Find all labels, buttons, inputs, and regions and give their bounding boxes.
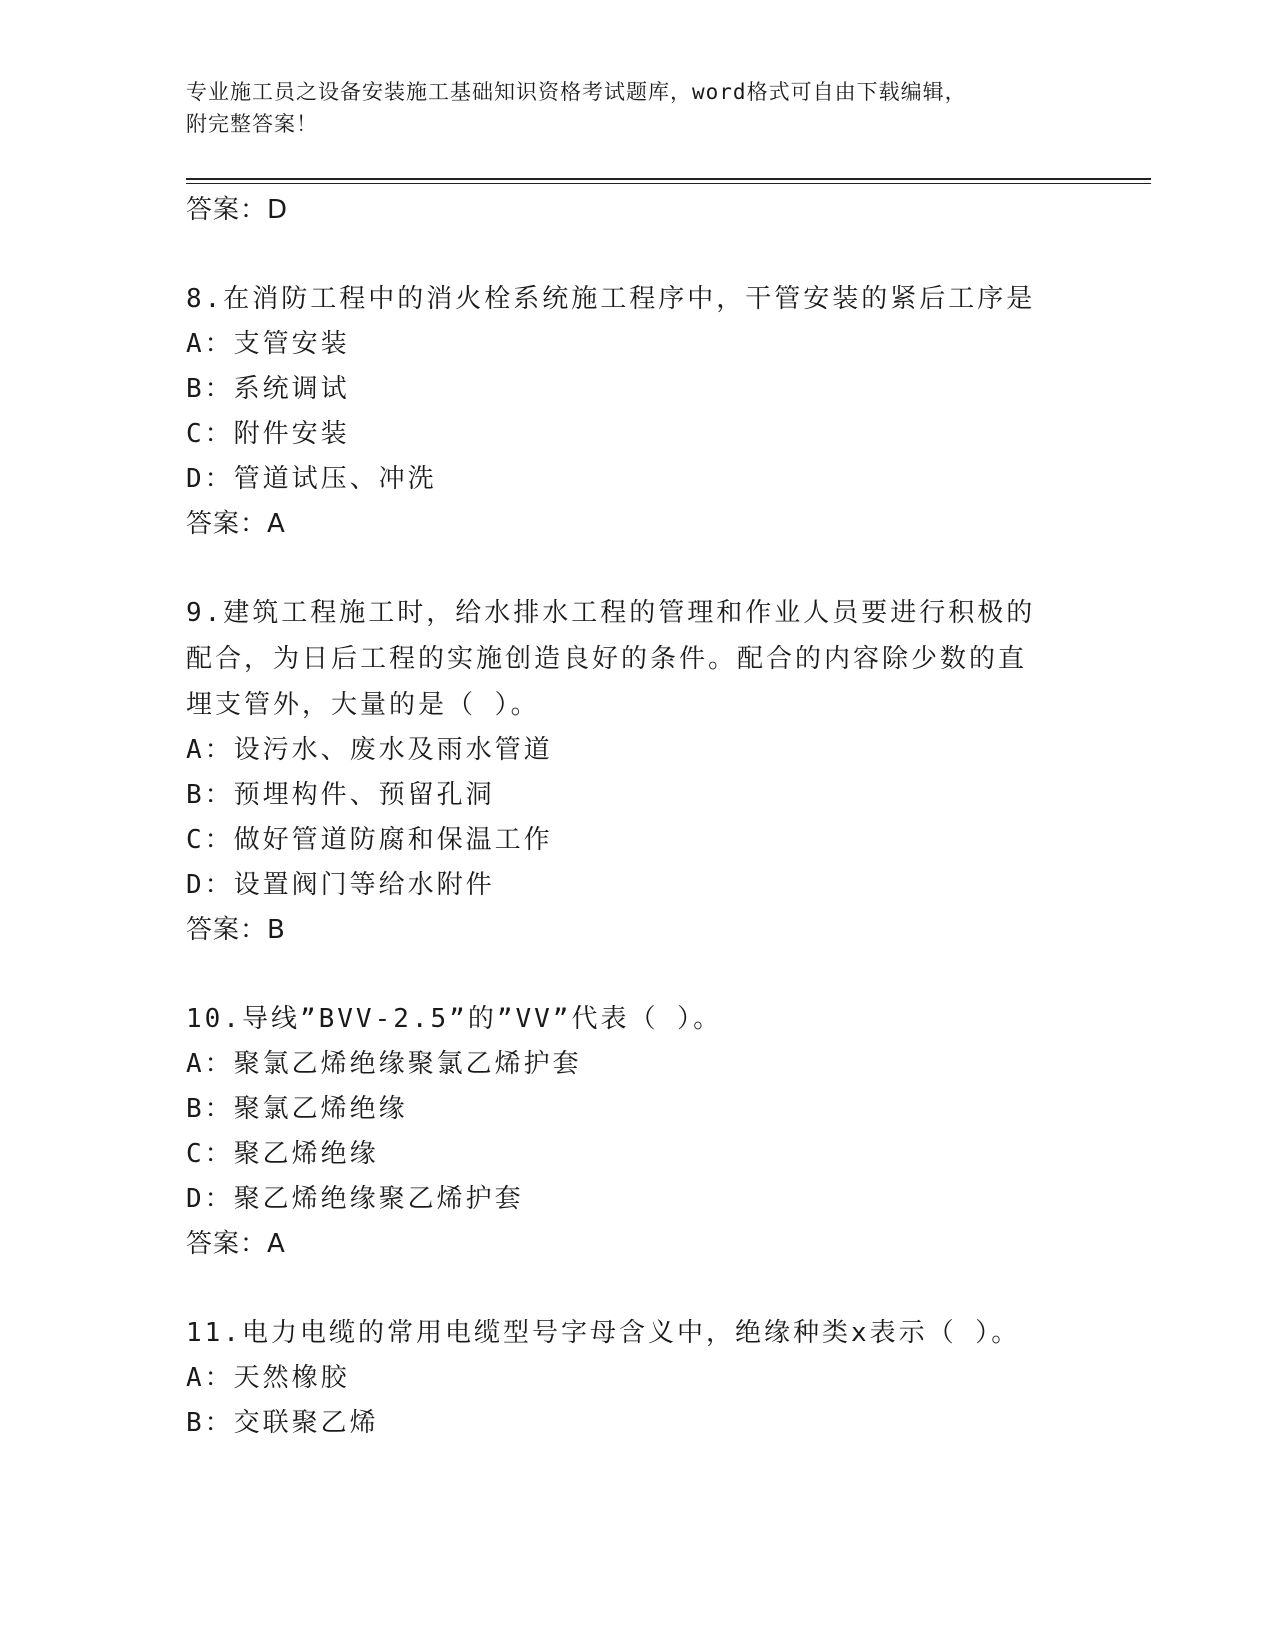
page-header (186, 76, 1066, 140)
header-divider-thick (186, 178, 1151, 180)
header-divider-thin (186, 183, 1151, 184)
header-line-2: 附完整答案！ (186, 112, 318, 136)
question-11 (186, 1310, 1086, 1446)
question-text: 9.建筑工程施工时，给水排水工程的管理和作业人员要进行积极的配合，为日后工程的实施创造良好的条件。配合的内容除少数的直埋支管外，大量的是（ ）。 (186, 598, 1036, 720)
option-b: B：聚氯乙烯绝缘 (186, 1094, 408, 1124)
question-list (186, 188, 1086, 1446)
option-b: B：系统调试 (186, 374, 350, 404)
question-9 (186, 590, 1086, 952)
question-10 (186, 996, 1086, 1266)
answer-label: 答案：B (186, 915, 286, 945)
question-text: 8.在消防工程中的消火栓系统施工程序中，干管安装的紧后工序是 (186, 284, 1036, 314)
option-c: C：做好管道防腐和保温工作 (186, 825, 553, 855)
answer-label: 答案：A (186, 1229, 286, 1259)
option-c: C：附件安装 (186, 419, 350, 449)
option-d: D：管道试压、冲洗 (186, 464, 437, 494)
option-c: C：聚乙烯绝缘 (186, 1139, 379, 1169)
question-text: 11.电力电缆的常用电缆型号字母含义中，绝缘种类x表示（ ）。 (186, 1318, 1021, 1348)
answer-label: 答案：A (186, 509, 286, 539)
option-a: A：聚氯乙烯绝缘聚氯乙烯护套 (186, 1049, 582, 1079)
option-d: D：设置阀门等给水附件 (186, 870, 495, 900)
option-a: A：天然橡胶 (186, 1363, 350, 1393)
option-b: B：交联聚乙烯 (186, 1408, 379, 1438)
previous-answer: 答案：D (186, 195, 289, 225)
question-8 (186, 276, 1086, 546)
header-line-1: 专业施工员之设备安装施工基础知识资格考试题库，word格式可自由下载编辑， (186, 80, 967, 104)
question-text: 10.导线”BVV-2.5”的”VV”代表（ ）。 (186, 1004, 723, 1034)
option-b: B：预埋构件、预留孔洞 (186, 780, 495, 810)
option-a: A：设污水、废水及雨水管道 (186, 735, 553, 765)
option-d: D：聚乙烯绝缘聚乙烯护套 (186, 1184, 524, 1214)
option-a: A：支管安装 (186, 329, 350, 359)
